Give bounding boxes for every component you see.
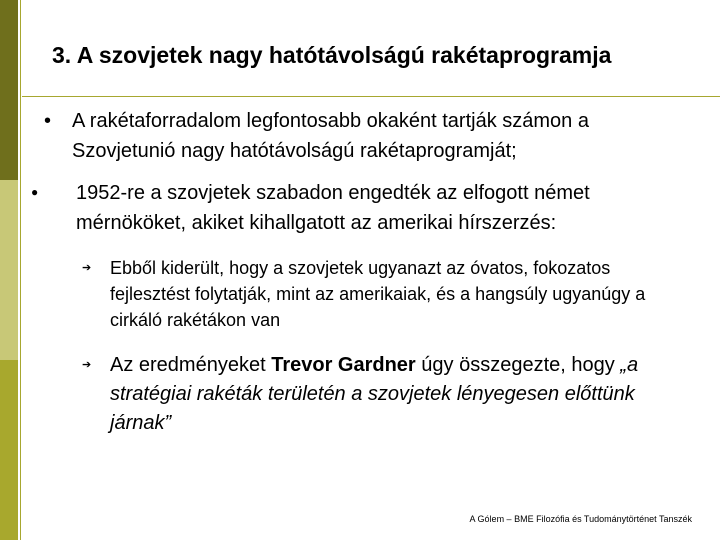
bullet-marker: • <box>44 110 52 132</box>
left-accent-stripe-middle <box>0 180 18 360</box>
arrow-icon: ➔ <box>82 359 92 371</box>
sub-bullet-item-2 <box>82 351 662 438</box>
bullet-text: A rakétaforradalom legfontosabb okaként tartják számon a Szovjetunió nagy hatótávolságú rakétaprogramját; <box>72 110 589 162</box>
quotation: „a stratégiai rakéták területén a szovjetek lényegesen előttünk járnak” <box>110 354 639 434</box>
sub-bullet-text-before: Az eredményeket <box>110 354 272 376</box>
sub-bullet-text <box>110 351 662 438</box>
bullet-marker: ● <box>31 185 39 199</box>
bullet-item-2 <box>31 178 694 238</box>
vertical-divider <box>20 0 21 540</box>
slide-title: 3. A szovjetek nagy hatótávolságú rakétaprogramja <box>52 42 612 68</box>
title-divider <box>22 96 720 97</box>
left-accent-stripe-top <box>0 0 18 180</box>
left-accent-stripe-bottom <box>0 360 18 540</box>
arrow-icon: ➔ <box>82 262 92 274</box>
sub-bullet-text: Ebből kiderült, hogy a szovjetek ugyanazt az óvatos, fokozatos fejlesztést folytatják, mint az amerikaiak, és a hangsúly ugyanúgy a cirkáló rakétákon van <box>110 258 646 330</box>
person-name: Trevor Gardner <box>271 354 416 376</box>
bullet-text: 1952-re a szovjetek szabadon engedték az elfogott német mérnököket, akiket kihallgatott az amerikai hírszerzés: <box>76 182 590 234</box>
bullet-item-1 <box>44 106 694 166</box>
slide-footer: A Gólem – BME Filozófia és Tudománytörténet Tanszék <box>469 514 692 524</box>
sub-bullet-item-1 <box>82 255 662 333</box>
sub-bullet-text-middle: úgy összegezte, hogy <box>415 354 621 376</box>
